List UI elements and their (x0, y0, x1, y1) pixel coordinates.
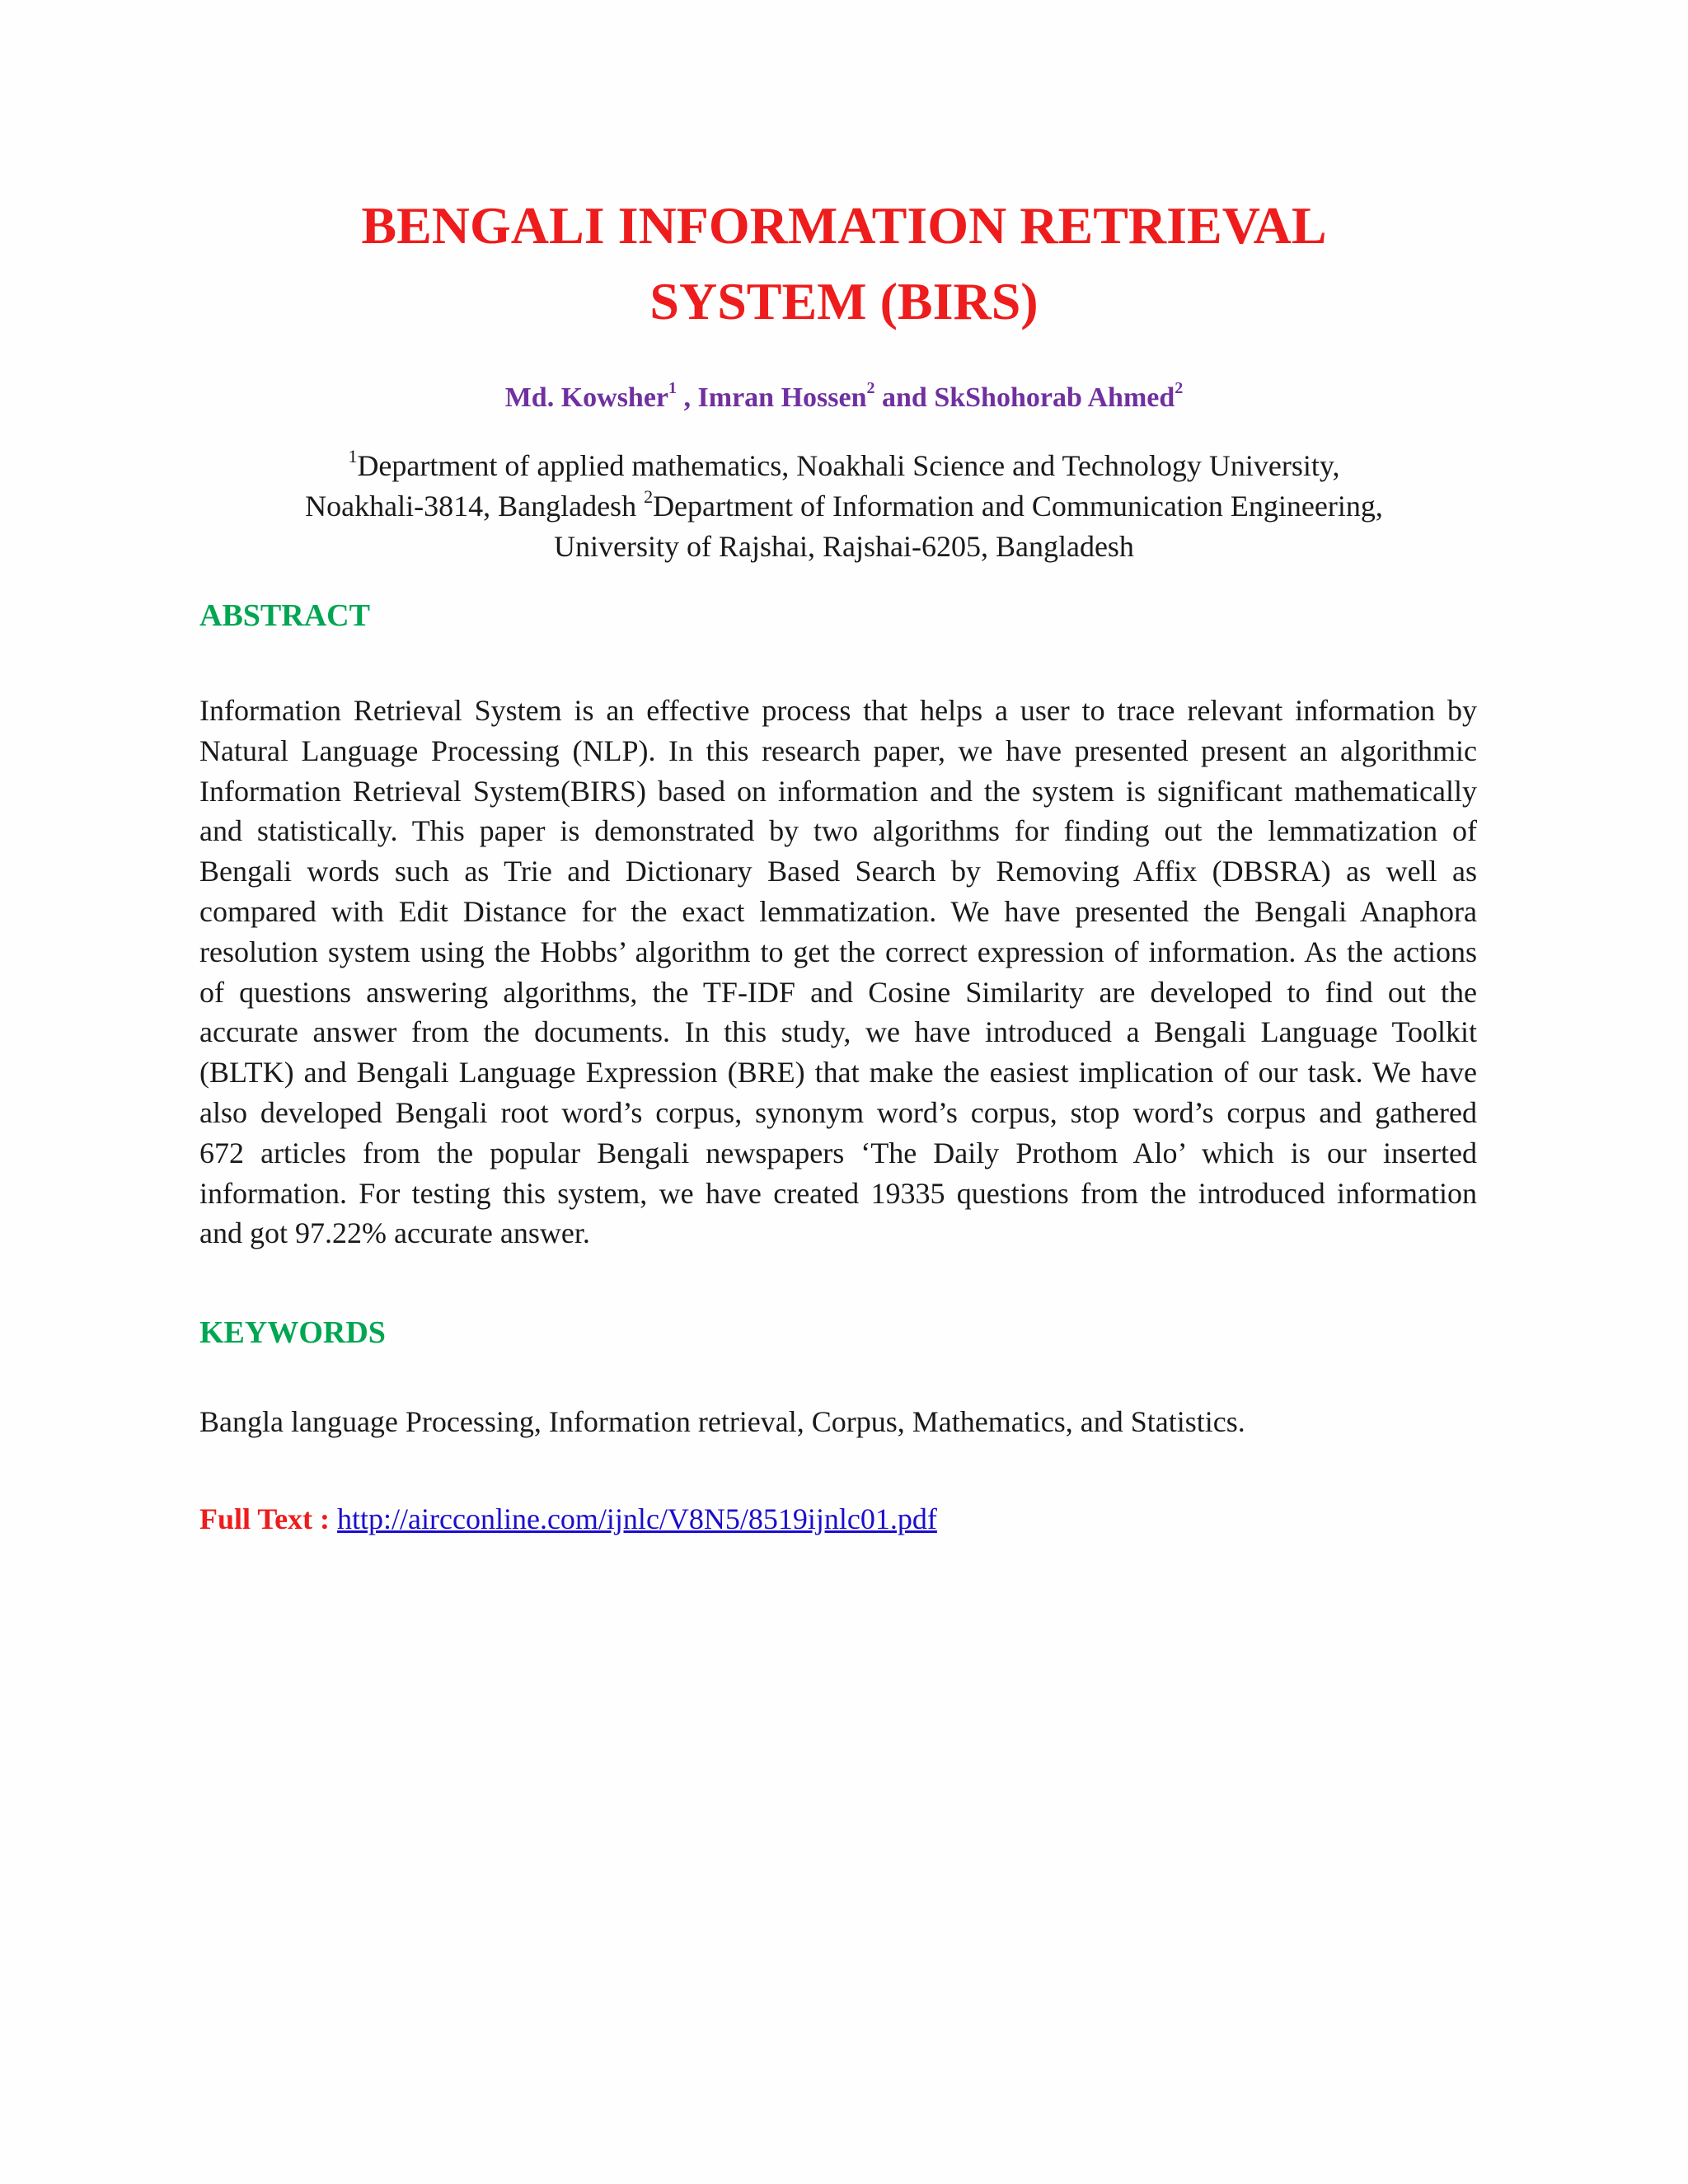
abstract-line: Natural Language Processing (NLP). In this research paper, we have presented present an algorithmic (199, 733, 1477, 767)
affiliation-text: Department of applied mathematics, Noakhali Science and Technology University, (357, 449, 1340, 482)
keywords-text: Bangla language Processing, Information retrieval, Corpus, Mathematics, and Statistics. (199, 1405, 1245, 1438)
author-separator: and (874, 382, 935, 413)
abstract-heading: ABSTRACT (199, 598, 370, 633)
abstract-line: 672 articles from the popular Bengali newspapers ‘The Daily Prothom Alo’ which is our inserted (199, 1136, 1477, 1169)
abstract-line: and statistically. This paper is demonstrated by two algorithms for finding out the lemmatization of (199, 814, 1477, 848)
keywords-heading: KEYWORDS (199, 1315, 386, 1350)
affiliation-mark: 1 (348, 446, 358, 466)
affiliation-mark: 2 (644, 486, 654, 507)
abstract-line: resolution system using the Hobbs’ algorithm to get the correct expression of information. As the actions (199, 935, 1477, 968)
abstract-line: Bengali words such as Trie and Dictionary Based Search by Removing Affix (DBSRA) as well as (199, 855, 1477, 888)
full-text-label: Full Text : (199, 1502, 338, 1535)
full-text-link[interactable]: http://aircconline.com/ijnlc/V8N5/8519ijnlc01.pdf (337, 1502, 937, 1535)
abstract-text (199, 691, 1477, 1254)
affiliation-line (0, 446, 1688, 486)
affiliation-mark: 1 (668, 379, 678, 397)
abstract-line: also developed Bengali root word’s corpus, synonym word’s corpus, stop word’s corpus and gathered (199, 1095, 1477, 1129)
affiliations (0, 446, 1688, 567)
author-list (0, 377, 1688, 419)
abstract-line: Information Retrieval System is an effective process that helps a user to trace relevant information by (199, 694, 1477, 727)
author-separator: , (677, 382, 698, 413)
abstract-line: and got 97.22% accurate answer. (199, 1216, 590, 1250)
author-name: Imran Hossen (697, 382, 867, 413)
abstract-line: (BLTK) and Bengali Language Expression (BRE) that make the easiest implication of our task. We have (199, 1056, 1477, 1090)
affiliation-line (0, 486, 1688, 527)
abstract-line: of questions answering algorithms, the TF-IDF and Cosine Similarity are developed to find out the (199, 975, 1477, 1009)
title-line: BENGALI INFORMATION RETRIEVAL (361, 196, 1327, 255)
full-text-line (199, 1498, 937, 1540)
abstract-line: Information Retrieval System(BIRS) based on information and the system is significant mathematically (199, 774, 1477, 808)
abstract-line: accurate answer from the documents. In this study, we have introduced a Bengali Language Toolkit (199, 1015, 1477, 1049)
abstract-line: information. For testing this system, we have created 19335 questions from the introduced information (199, 1176, 1477, 1210)
affiliation-line: University of Rajshai, Rajshai-6205, Bangladesh (554, 530, 1134, 563)
affiliation-text: Noakhali-3814, Bangladesh (305, 490, 645, 523)
author-name: SkShohorab Ahmed (934, 382, 1175, 413)
author-name: Md. Kowsher (504, 382, 669, 413)
affiliation-text: Department of Information and Communication Engineering, (653, 490, 1383, 523)
affiliation-mark: 2 (866, 379, 875, 397)
paper-title (0, 188, 1688, 340)
abstract-line: compared with Edit Distance for the exact lemmatization. We have presented the Bengali Anaphora (199, 894, 1477, 928)
title-line: SYSTEM (BIRS) (649, 272, 1039, 330)
affiliation-mark: 2 (1175, 379, 1184, 397)
